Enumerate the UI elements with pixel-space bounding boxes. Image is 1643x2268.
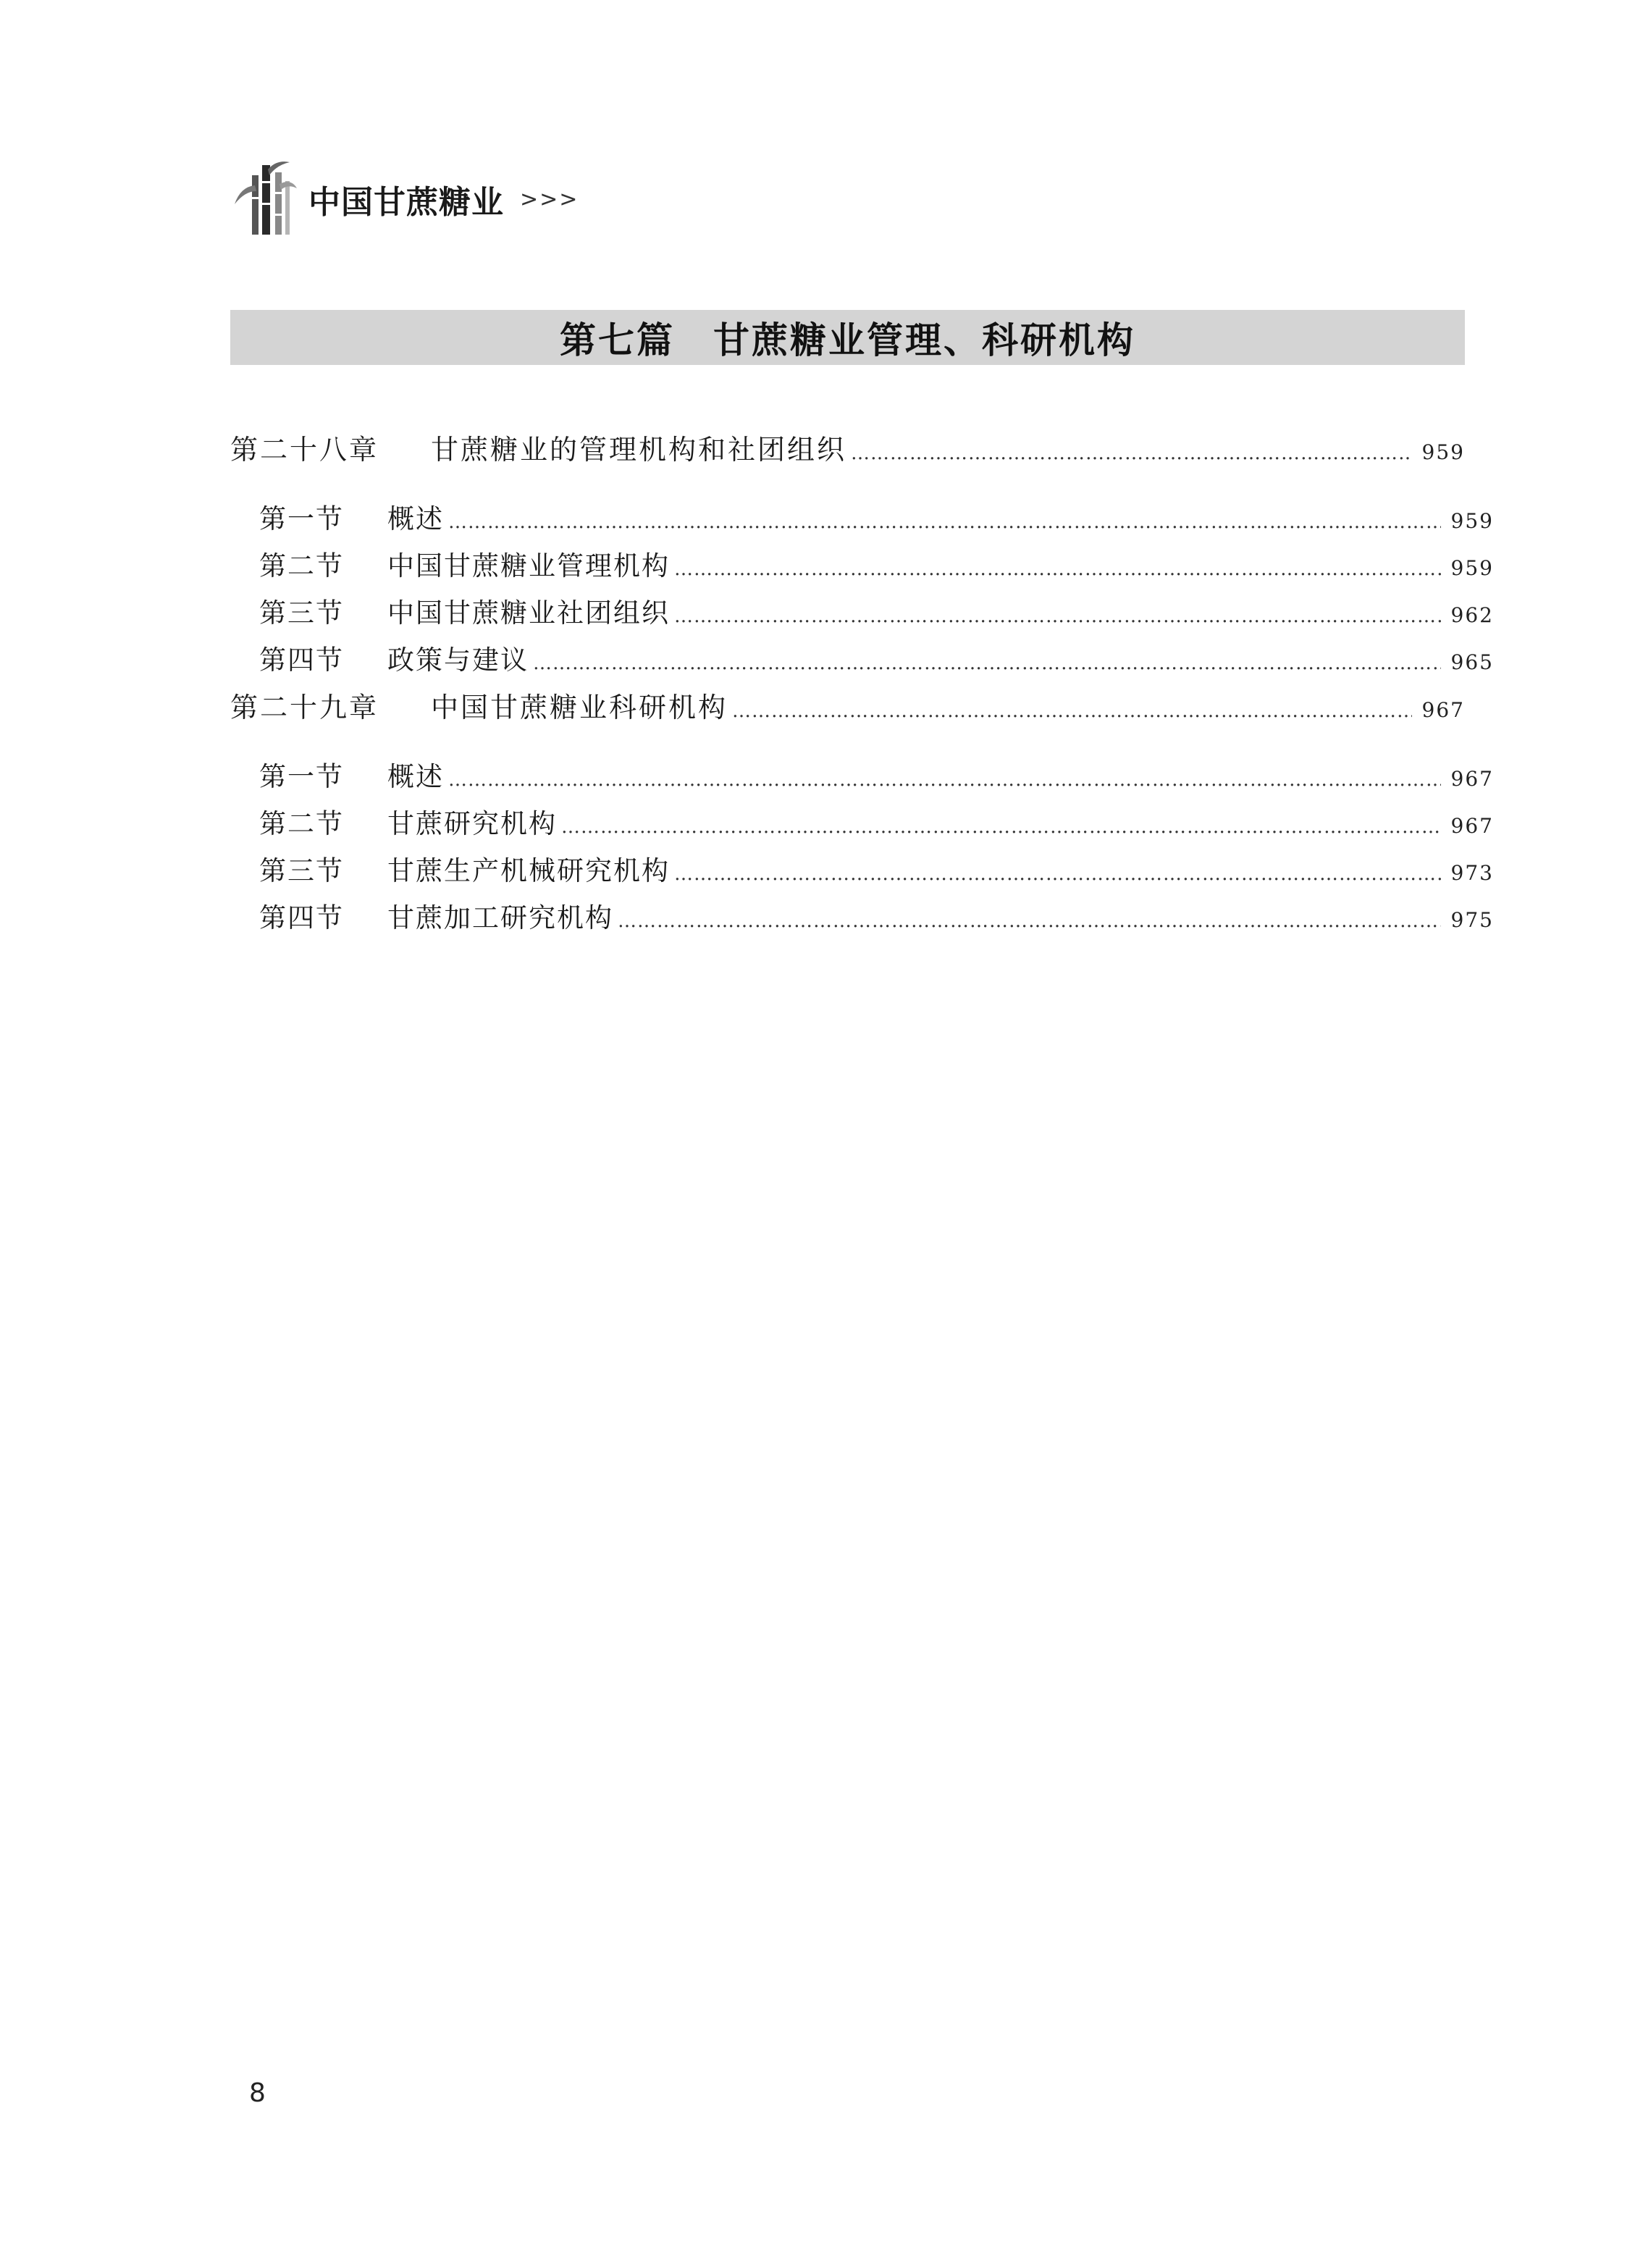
toc-chapter-28[interactable] (230, 427, 1465, 475)
dot-leader (448, 511, 1441, 533)
section-page: 962 (1450, 603, 1494, 627)
section-page: 967 (1450, 814, 1494, 838)
section-title: 概述 (387, 503, 444, 534)
section-page: 959 (1450, 509, 1494, 533)
toc-chapter-29[interactable] (230, 685, 1465, 733)
toc-section[interactable] (230, 755, 1494, 802)
dot-leader (674, 558, 1441, 580)
section-title: 甘蔗研究机构 (387, 808, 557, 839)
dot-leader (533, 652, 1441, 674)
chapter-number: 第二十九章 (230, 692, 379, 723)
section-page: 965 (1450, 650, 1494, 674)
dot-leader (674, 605, 1441, 627)
section-page: 975 (1450, 908, 1494, 932)
section-page: 959 (1450, 556, 1494, 580)
section-title: 政策与建议 (387, 644, 529, 676)
book-title-logo-text: 中国甘蔗糖业 (308, 184, 504, 221)
dot-leader (561, 816, 1441, 838)
toc-section[interactable] (230, 544, 1494, 591)
toc-section[interactable] (230, 896, 1494, 943)
toc-section[interactable] (230, 591, 1494, 638)
section-page: 967 (1450, 767, 1494, 791)
chapter-title: 甘蔗糖业的管理机构和社团组织 (431, 434, 847, 466)
part-title: 第七篇 甘蔗糖业管理、科研机构 (560, 319, 1135, 361)
part-banner (230, 310, 1465, 365)
chapter-title: 中国甘蔗糖业科研机构 (431, 692, 728, 723)
section-title: 中国甘蔗糖业社团组织 (387, 597, 670, 629)
toc-section[interactable] (230, 497, 1494, 544)
section-number: 第一节 (259, 503, 344, 534)
section-number: 第二节 (259, 550, 344, 581)
page-number: 8 (249, 2078, 266, 2108)
section-title: 中国甘蔗糖业管理机构 (387, 550, 670, 581)
section-title: 甘蔗生产机械研究机构 (387, 855, 670, 886)
section-number: 第三节 (259, 855, 344, 886)
running-header (233, 159, 579, 239)
section-number: 第一节 (259, 761, 344, 792)
section-title: 概述 (387, 761, 444, 792)
section-number: 第二节 (259, 808, 344, 839)
dot-leader (448, 769, 1441, 791)
sugarcane-logo-icon (233, 159, 298, 239)
toc-section[interactable] (230, 849, 1494, 896)
toc-section[interactable] (230, 802, 1494, 849)
section-number: 第三节 (259, 597, 344, 629)
chapter-page: 967 (1421, 698, 1465, 722)
toc-section[interactable] (230, 638, 1494, 685)
header-arrows: >>> (520, 186, 579, 212)
dot-leader (732, 700, 1412, 722)
section-page: 973 (1450, 861, 1494, 885)
section-title: 甘蔗加工研究机构 (387, 902, 613, 933)
dot-leader (851, 442, 1412, 464)
chapter-number: 第二十八章 (230, 434, 379, 466)
table-of-contents (230, 427, 1494, 943)
section-number: 第四节 (259, 902, 344, 933)
dot-leader (618, 910, 1441, 932)
chapter-page: 959 (1421, 440, 1465, 464)
section-number: 第四节 (259, 644, 344, 676)
dot-leader (674, 863, 1441, 885)
